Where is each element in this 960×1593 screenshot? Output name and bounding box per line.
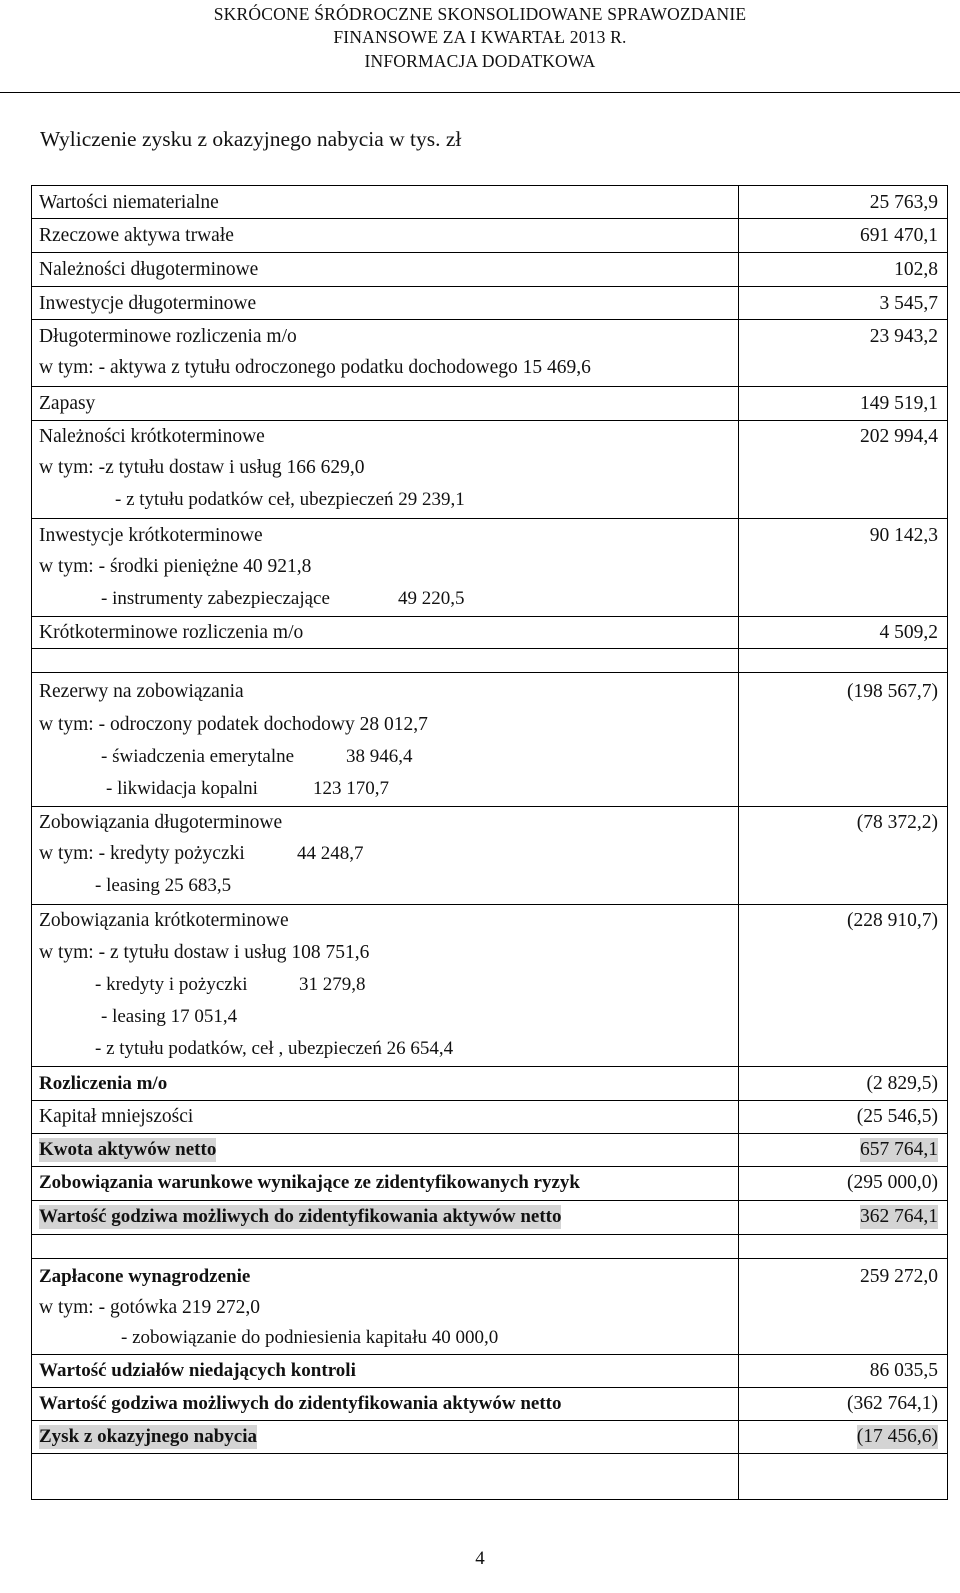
table-row [31,676,948,709]
row-subamount: 49 220,5 [398,588,465,609]
row-value: (295 000,0) [847,1172,938,1193]
table-title: Wyliczenie zysku z okazyjnego nabycia w tys. zł [40,127,462,151]
row-value: (17 456,6) [856,1426,938,1447]
table-row [31,484,948,517]
row-divider [31,1234,948,1235]
row-value: 90 142,3 [869,525,938,546]
row-label: Zobowiązania długoterminowe [39,812,283,833]
row-sublabel: w tym: -z tytułu dostaw i usług 166 629,0 [39,457,365,478]
header-line-3: INFORMACJA DODATKOWA [364,51,596,71]
row-label: Rezerwy na zobowiązania [39,681,244,702]
table-row [31,617,948,650]
row-divider [31,672,948,673]
table-row [31,709,948,742]
row-value: 149 519,1 [860,393,938,414]
row-sublabel: w tym: - gotówka 219 272,0 [39,1297,260,1318]
row-value: (78 372,2) [856,812,938,833]
table-row [31,741,948,774]
header-line-2: FINANSOWE ZA I KWARTAŁ 2013 R. [333,27,627,47]
row-sublabel: w tym: - kredyty pożyczki [39,843,245,864]
table-row [31,1167,948,1200]
table-row [31,321,948,354]
row-divider [31,1258,948,1259]
row-subamount: 31 279,8 [299,974,366,995]
table-row [31,421,948,454]
table-row [31,905,948,938]
header-line-1: SKRÓCONE ŚRÓDROCZNE SKONSOLIDOWANE SPRAWOZDANIE [213,4,747,24]
row-sublabel: w tym: - aktywa z tytułu odroczonego podatku dochodowego 15 469,6 [39,357,591,378]
row-divider [31,518,948,519]
row-label: Kapitał mniejszości [39,1106,194,1127]
table-row [31,551,948,584]
row-sublabel: w tym: - odroczony podatek dochodowy 28 012,7 [39,714,428,735]
row-sublabel: - z tytułu podatków, ceł , ubezpieczeń 26 654,4 [95,1038,454,1059]
row-sublabel: - leasing 17 051,4 [101,1006,238,1027]
row-value: 4 509,2 [879,622,938,643]
row-value: 202 994,4 [860,426,938,447]
row-value: 86 035,5 [869,1360,938,1381]
row-label: Kwota aktywów netto [39,1139,217,1160]
row-subamount: 44 248,7 [297,843,364,864]
table-row [31,352,948,385]
row-label: Zapłacone wynagrodzenie [39,1266,251,1287]
table-row [31,870,948,903]
row-sublabel: - instrumenty zabezpieczające [101,588,330,609]
row-sublabel: w tym: - z tytułu dostaw i usług 108 751,6 [39,942,370,963]
table-row [31,1134,948,1167]
row-label: Zysk z okazyjnego nabycia [39,1426,257,1447]
row-value: 657 764,1 [860,1139,938,1160]
table-row [31,520,948,553]
row-label: Należności długoterminowe [39,259,259,280]
row-value: 23 943,2 [869,326,938,347]
table-row [31,1201,948,1234]
row-value: (25 546,5) [856,1106,938,1127]
row-divider [31,386,948,387]
row-label: Rozliczenia m/o [39,1073,168,1094]
table-row [31,1355,948,1388]
table-row [31,1292,948,1325]
row-subamount: 123 170,7 [313,778,389,799]
row-value: (2 829,5) [866,1073,938,1094]
table-row [31,254,948,287]
row-label: Wartości niematerialne [39,192,219,213]
row-label: Należności krótkoterminowe [39,426,265,447]
row-subamount: 38 946,4 [346,746,413,767]
row-label: Rzeczowe aktywa trwałe [39,225,234,246]
row-value: 362 764,1 [860,1206,938,1227]
table-row [31,1101,948,1134]
row-label: Zobowiązania krótkoterminowe [39,910,289,931]
table-row [31,1261,948,1294]
row-value: 259 272,0 [860,1266,938,1287]
table-row [31,773,948,806]
row-label: Inwestycje krótkoterminowe [39,525,263,546]
row-label: Wartość godziwa możliwych do zidentyfikowania aktywów netto [39,1206,562,1227]
row-value: 25 763,9 [869,192,938,213]
row-sublabel: - z tytułu podatków ceł, ubezpieczeń 29 239,1 [115,489,465,510]
row-label: Wartość udziałów niedających kontroli [39,1360,356,1381]
report-header [0,0,960,93]
row-value: (228 910,7) [847,910,938,931]
table-row [31,1322,948,1355]
row-label: Zobowiązania warunkowe wynikające ze zidentyfikowanych ryzyk [39,1172,580,1193]
table-row [31,969,948,1002]
row-value: 691 470,1 [860,225,938,246]
table-row [31,388,948,421]
table-row [31,288,948,321]
table-row [31,583,948,616]
row-value: (362 764,1) [847,1393,938,1414]
table-row [31,1033,948,1066]
row-sublabel: - kredyty i pożyczki [95,974,248,995]
row-sublabel: w tym: - środki pieniężne 40 921,8 [39,556,312,577]
table-row [31,187,948,220]
table-row [31,452,948,485]
row-value: 3 545,7 [879,293,938,314]
row-divider [31,1066,948,1067]
row-value: (198 567,7) [847,681,938,702]
row-label: Inwestycje długoterminowe [39,293,257,314]
row-sublabel: - leasing 25 683,5 [95,875,232,896]
page-number: 4 [475,1548,485,1569]
row-label: Zapasy [39,393,96,414]
table-row [31,1001,948,1034]
table-row [31,838,948,871]
table-row [31,220,948,253]
row-label: Długoterminowe rozliczenia m/o [39,326,297,347]
table-row [31,937,948,970]
table-row [31,1388,948,1421]
row-value: 102,8 [894,259,938,280]
row-label: Wartość godziwa możliwych do zidentyfikowania aktywów netto [39,1393,562,1414]
row-label: Krótkoterminowe rozliczenia m/o [39,622,304,643]
row-sublabel: - likwidacja kopalni [106,778,258,799]
row-sublabel: - zobowiązanie do podniesienia kapitału 40 000,0 [121,1327,499,1348]
row-sublabel: - świadczenia emerytalne [101,746,295,767]
table-row [31,807,948,840]
table-row [31,1421,948,1454]
table-row [31,1068,948,1101]
